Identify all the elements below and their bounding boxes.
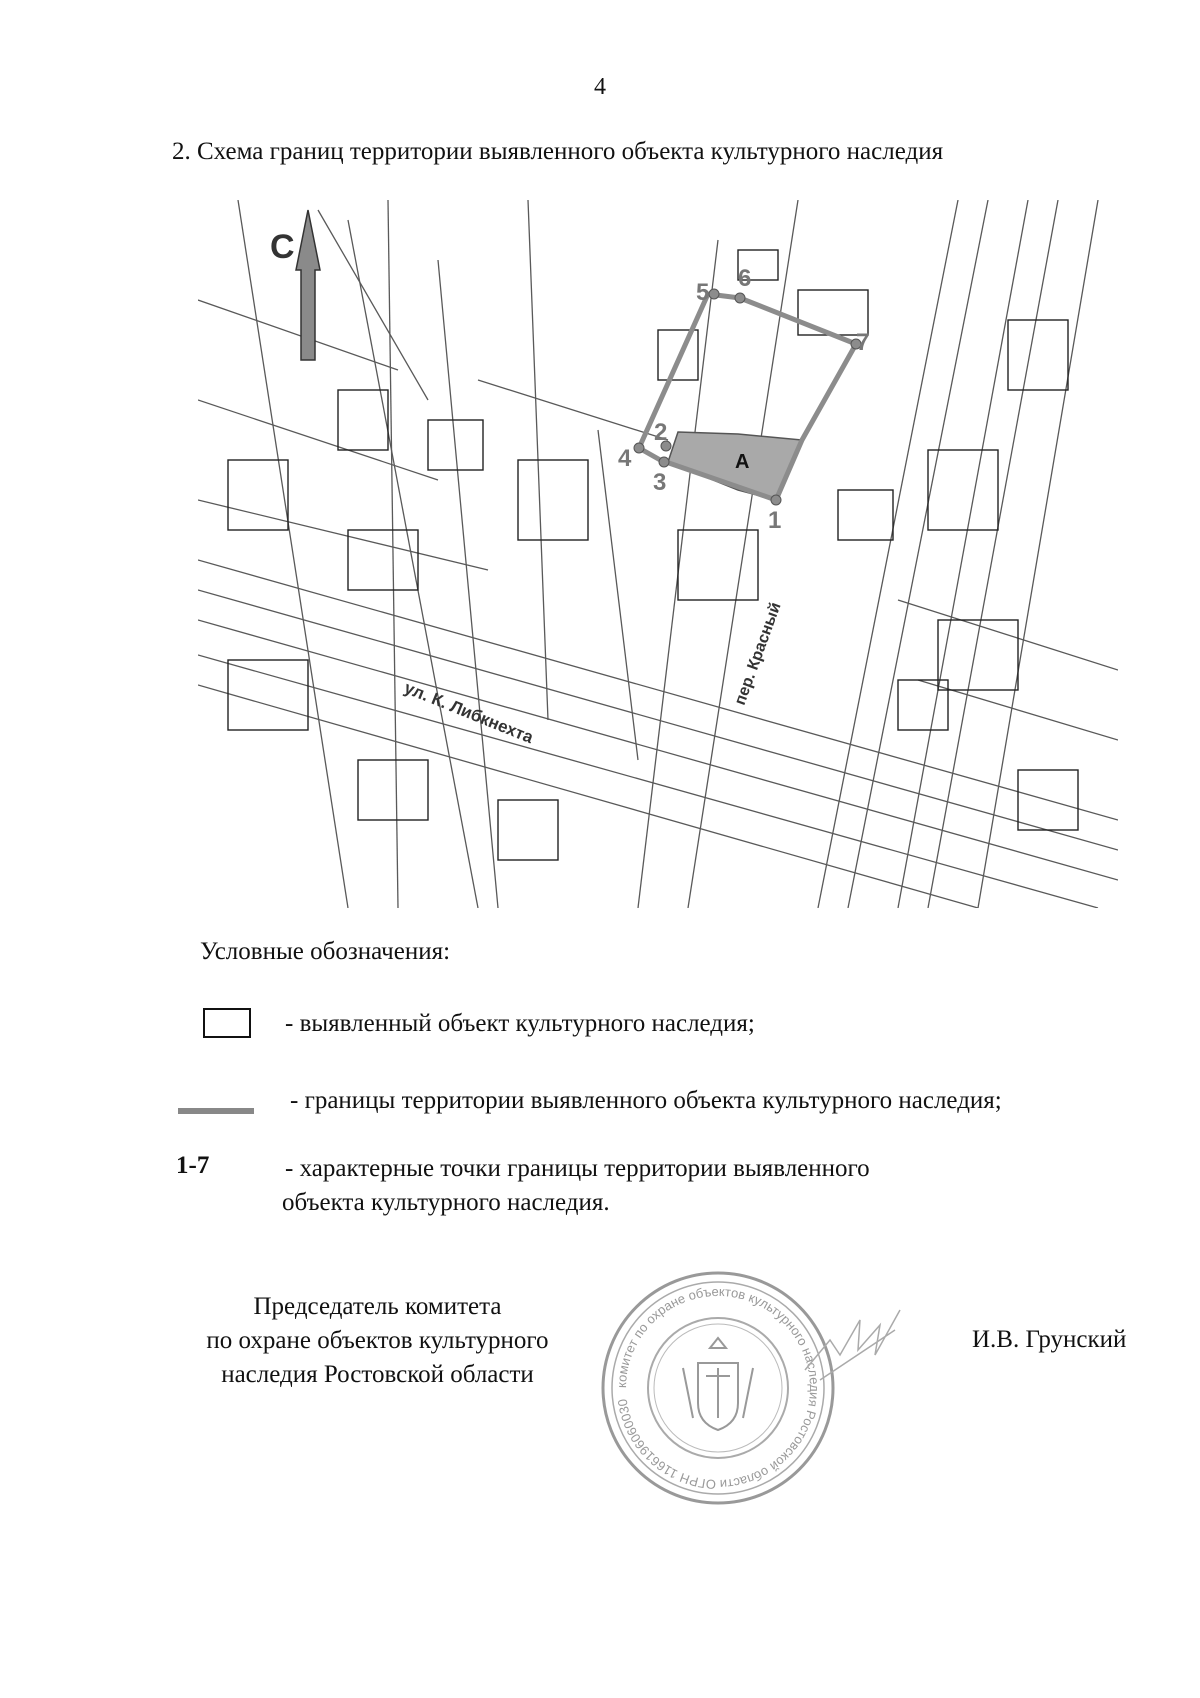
point-label-2: 2 xyxy=(654,419,668,446)
point-label-6: 6 xyxy=(738,265,752,292)
signatory-line-2: по охране объектов культурного xyxy=(206,1327,549,1354)
point-label-7: 7 xyxy=(856,329,870,356)
legend-object-swatch xyxy=(203,1008,251,1038)
boundary-point-1 xyxy=(771,495,781,505)
point-label-5: 5 xyxy=(696,279,710,306)
signer-name: И.В. Грунский xyxy=(972,1326,1127,1353)
north-label: С xyxy=(270,228,295,266)
legend-object-text: - выявленный объект культурного наследия; xyxy=(285,1010,755,1037)
legend-points-text-line1: - характерные точки границы территории выявленного xyxy=(285,1155,870,1182)
legend-points-text xyxy=(282,1152,870,1220)
svg-text:комитет по охране объектов кул: комитет по охране объектов культурного наследия Ростовской области ОГРН 1166196060030 xyxy=(613,1283,823,1493)
point-label-1: 1 xyxy=(768,507,782,534)
scheme-heading: 2. Схема границ территории выявленного объекта культурного наследия xyxy=(172,138,944,165)
legend-points-text-line2: объекта культурного наследия. xyxy=(282,1189,610,1216)
legend-boundary-text: - границы территории выявленного объекта культурного наследия; xyxy=(290,1087,1002,1114)
legend-points-label: 1-7 xyxy=(176,1152,210,1179)
boundary-point-4 xyxy=(634,443,644,453)
legend-boundary-swatch xyxy=(178,1108,254,1114)
signatory-line-1: Председатель комитета xyxy=(253,1293,502,1320)
coat-of-arms-icon xyxy=(683,1338,753,1430)
boundary-point-3 xyxy=(659,457,669,467)
object-label: А xyxy=(735,451,750,473)
signatory-line-3: наследия Ростовской области xyxy=(221,1361,534,1388)
legend-title: Условные обозначения: xyxy=(200,938,451,965)
page-number: 4 xyxy=(594,74,606,100)
boundary-point-6 xyxy=(735,293,745,303)
point-label-4: 4 xyxy=(618,445,632,472)
handwritten-signature xyxy=(800,1300,910,1390)
signatory-title xyxy=(175,1290,580,1392)
point-label-3: 3 xyxy=(653,469,667,496)
boundary-point-5 xyxy=(709,289,719,299)
street-label-main: ул. К. Либкнехта xyxy=(401,678,537,748)
boundary-scheme-map xyxy=(198,200,1118,908)
street-label-side: пер. Красный xyxy=(731,600,785,708)
